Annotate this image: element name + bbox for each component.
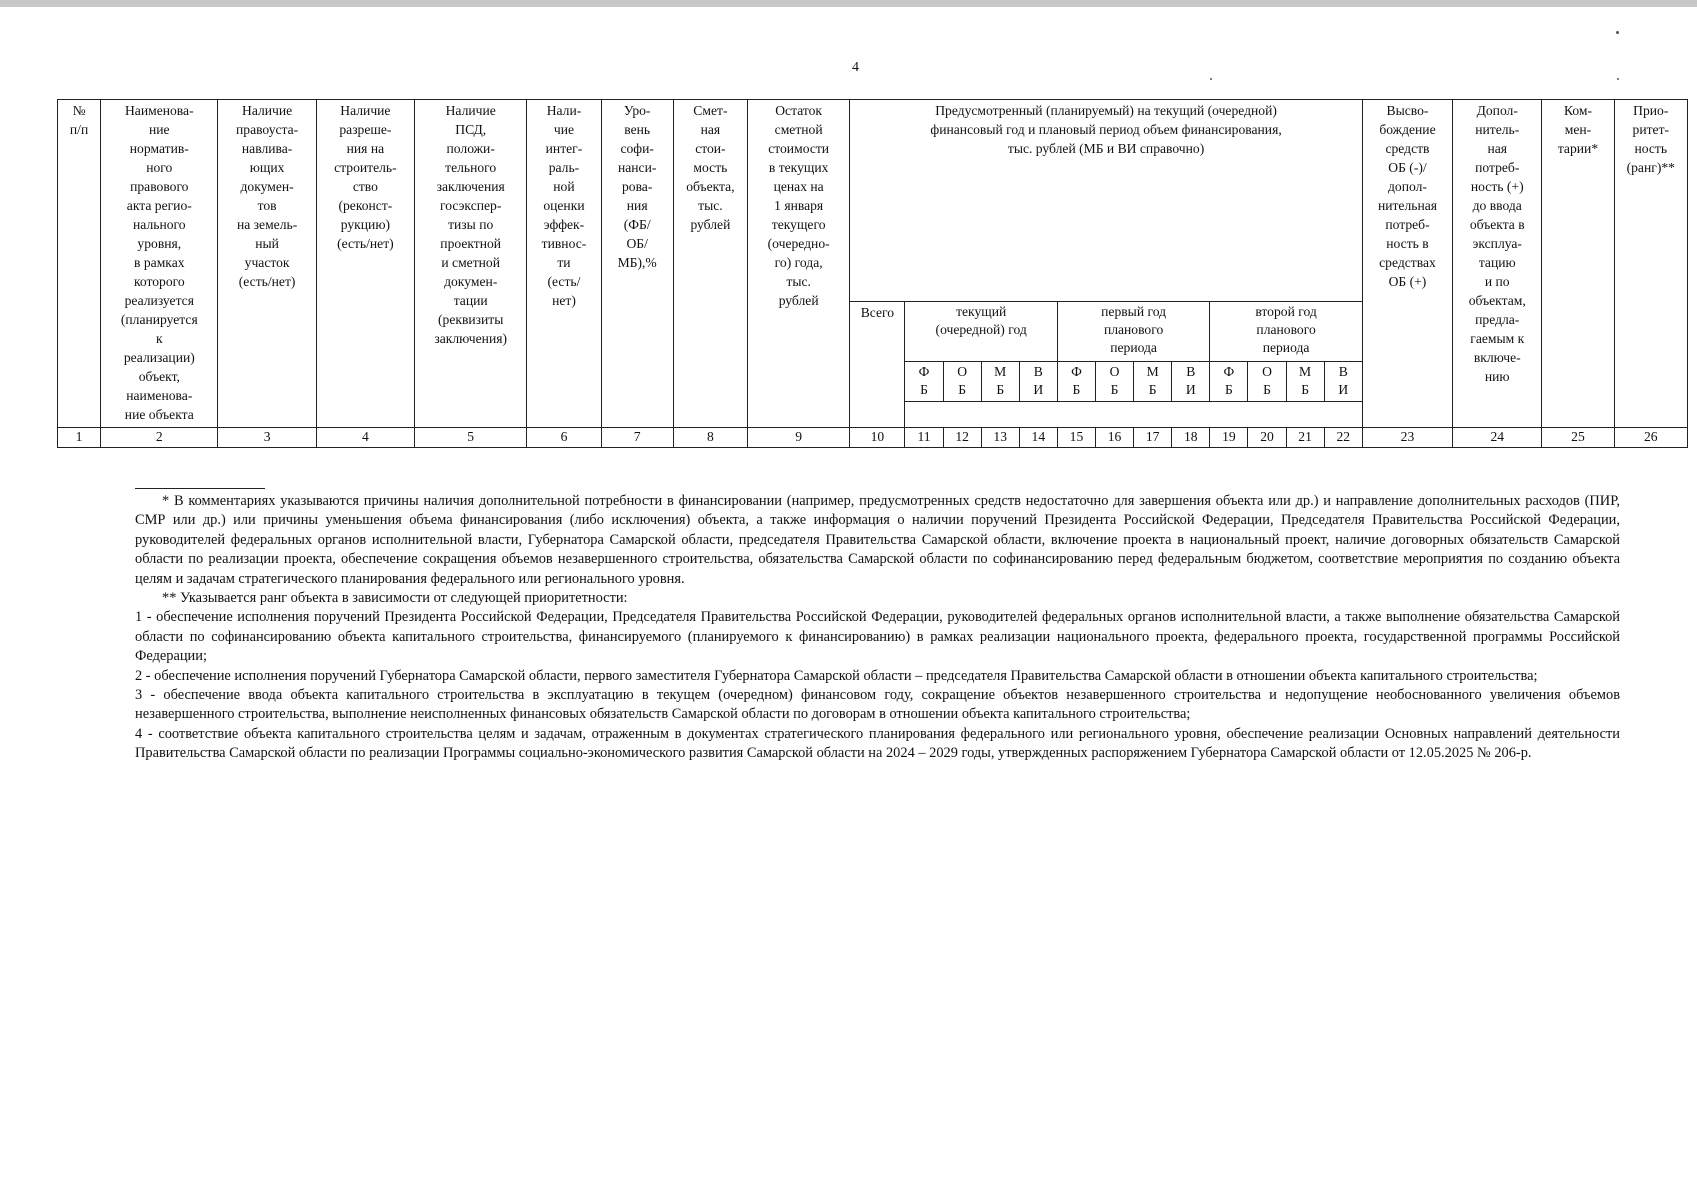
header-current-year: текущий (очередной) год — [905, 302, 1057, 362]
header-col-5: Наличие ПСД, положи- тельного заключения госэкспер- тизы по проектной и сметной докумен- тации (реквизиты заключения) — [415, 100, 527, 428]
header-col-3: Наличие правоуста- навлива- ющих докумен- тов на земель- ный участок (есть/нет) — [218, 100, 316, 428]
col-number: 24 — [1453, 428, 1542, 448]
header-total: Всего — [850, 302, 905, 428]
col-number: 19 — [1210, 428, 1248, 448]
header-source-ob: О Б — [1096, 362, 1134, 402]
priority-item-2: 2 - обеспечение исполнения поручений Губернатора Самарской области, первого заместителя Губернатора Самарской области – председателя Правительства Самарской области в отношении объекта капитального строительства; — [135, 667, 1538, 684]
col-number: 9 — [748, 428, 850, 448]
header-source-fb: Ф Б — [905, 362, 943, 402]
col-number: 2 — [101, 428, 218, 448]
col-number: 14 — [1019, 428, 1057, 448]
header-source-vi: В И — [1019, 362, 1057, 402]
col-number: 7 — [601, 428, 673, 448]
col-number: 21 — [1286, 428, 1324, 448]
scan-speck — [1210, 78, 1212, 80]
header-source-vi: В И — [1172, 362, 1210, 402]
header-col-2: Наименова- ние норматив- ного правового акта регио- нального уровня, в рамках которого реализуется (планируется к реализации) объект, наименова- ние объекта — [101, 100, 218, 428]
header-source-ob: О Б — [1248, 362, 1286, 402]
scan-speck — [1616, 31, 1619, 34]
col-number: 25 — [1542, 428, 1614, 448]
priority-item-3: 3 - обеспечение ввода объекта капитального строительства в эксплуатацию в текущем (очередном) финансовом году, сокращение объектов незавершенного строительства и недопущение необоснованного увеличения объемов незавершенного строительства, выполнение неисполненных финансовых обязательств Самарской области по договорам в отношении объекта капитального строительства; — [135, 687, 1620, 723]
priority-item-1: 1 - обеспечение исполнения поручений Президента Российской Федерации, Председателя Правительства Российской Федерации, руководителей федеральных органов исполнительной власти, а также выполнение обязательства Самарской области по софинансированию объекта капитального строительства, финансируемого (планируемого к финансированию) в рамках реализации национального проекта, федерального проекта, государственной программы Российской Федерации; — [135, 609, 1620, 665]
col-number: 18 — [1172, 428, 1210, 448]
header-first-plan-year: первый год планового периода — [1057, 302, 1209, 362]
header-second-plan-year: второй год планового периода — [1210, 302, 1363, 362]
header-col-23: Высво- бождение средств ОБ (-)/ допол- нительная потреб- ность в средствах ОБ (+) — [1362, 100, 1452, 428]
header-col-6: Нали- чие интег- раль- ной оценки эффек- тивнос- ти (есть/ нет) — [527, 100, 601, 428]
col-number: 3 — [218, 428, 316, 448]
col-number: 4 — [316, 428, 414, 448]
header-source-mb: М Б — [1134, 362, 1172, 402]
col-number: 13 — [981, 428, 1019, 448]
page-number: 4 — [852, 60, 859, 75]
scan-top-edge — [0, 0, 1697, 7]
col-number: 10 — [850, 428, 905, 448]
col-number: 26 — [1614, 428, 1687, 448]
col-number: 20 — [1248, 428, 1286, 448]
header-source-fb: Ф Б — [1057, 362, 1095, 402]
col-number: 5 — [415, 428, 527, 448]
col-number: 23 — [1362, 428, 1452, 448]
col-number: 12 — [943, 428, 981, 448]
priority-item-4: 4 - соответствие объекта капитального строительства целям и задачам, отраженным в документах стратегического планирования федерального или регионального уровня, обеспечение реализации Основных направлений деятельности Правительства Самарской области по реализации Программы социально-экономического развития Самарской области на 2024 – 2029 годы, утвержденных распоряжением Губернатора Самарской области от 12.05.2025 № 206-р. — [135, 725, 1620, 762]
col-number: 6 — [527, 428, 601, 448]
header-source-vi: В И — [1324, 362, 1362, 402]
footnotes — [135, 488, 1620, 764]
scan-speck — [1617, 78, 1619, 80]
col-number: 1 — [58, 428, 101, 448]
header-col-4: Наличие разреше- ния на строитель- ство (реконст- рукцию) (есть/нет) — [316, 100, 414, 428]
col-number: 8 — [673, 428, 747, 448]
col-number: 15 — [1057, 428, 1095, 448]
col-number: 11 — [905, 428, 943, 448]
header-source-fb: Ф Б — [1210, 362, 1248, 402]
footnote-priority-intro: ** Указывается ранг объекта в зависимости от следующей приоритетности: — [162, 590, 628, 607]
header-col-1: № п/п — [58, 100, 101, 428]
footnote-comments: * В комментариях указываются причины наличия дополнительной потребности в финансировании (например, предусмотренных средств недостаточно для завершения объекта или др.) и направление дополнительных расходов (ПИР, СМР или др.) или причины уменьшения объема финансирования (либо исключения) объекта, а также информация о наличии поручений Президента Российской Федерации, Председателя Правительства Российской Федерации, руководителей федеральных органов исполнительной власти, Губернатора Самарской области, председателя Правительства Самарской области, включение проекта в национальный проект, наличие договорных обязательств Самарской области по реализации проекта, обеспечение сокращения объемов незавершенного строительства, обязательства Самарской области по софинансированию перед федеральным бюджетом, соответствие мероприятия по созданию объекта целям и задачам стратегического планирования федерального или регионального уровня. — [135, 493, 1620, 587]
col-number: 16 — [1096, 428, 1134, 448]
financing-header: Предусмотренный (планируемый) на текущий (очередной) финансовый год и плановый период объем финансирования, тыс. рублей (МБ и ВИ справочно) — [850, 100, 1363, 302]
header-col-8: Смет- ная стои- мость объекта, тыс. рублей — [673, 100, 747, 428]
header-col-25: Ком- мен- тарии* — [1542, 100, 1614, 428]
header-col-9: Остаток сметной стоимости в текущих ценах на 1 января текущего (очередно- го) года, тыс. рублей — [748, 100, 850, 428]
header-col-24: Допол- нитель- ная потреб- ность (+) до ввода объекта в эксплуа- тацию и по объектам, предла- гаемым к включе- нию — [1453, 100, 1542, 428]
header-source-mb: М Б — [1286, 362, 1324, 402]
col-number: 22 — [1324, 428, 1362, 448]
header-col-7: Уро- вень софи- нанси- рова- ния (ФБ/ ОБ/ МБ),% — [601, 100, 673, 428]
header-col-26: Прио- ритет- ность (ранг)** — [1614, 100, 1687, 428]
header-source-ob: О Б — [943, 362, 981, 402]
col-number: 17 — [1134, 428, 1172, 448]
header-source-mb: М Б — [981, 362, 1019, 402]
financing-table — [57, 99, 1688, 448]
header-filler — [905, 402, 1362, 428]
footnote-separator — [135, 488, 265, 489]
